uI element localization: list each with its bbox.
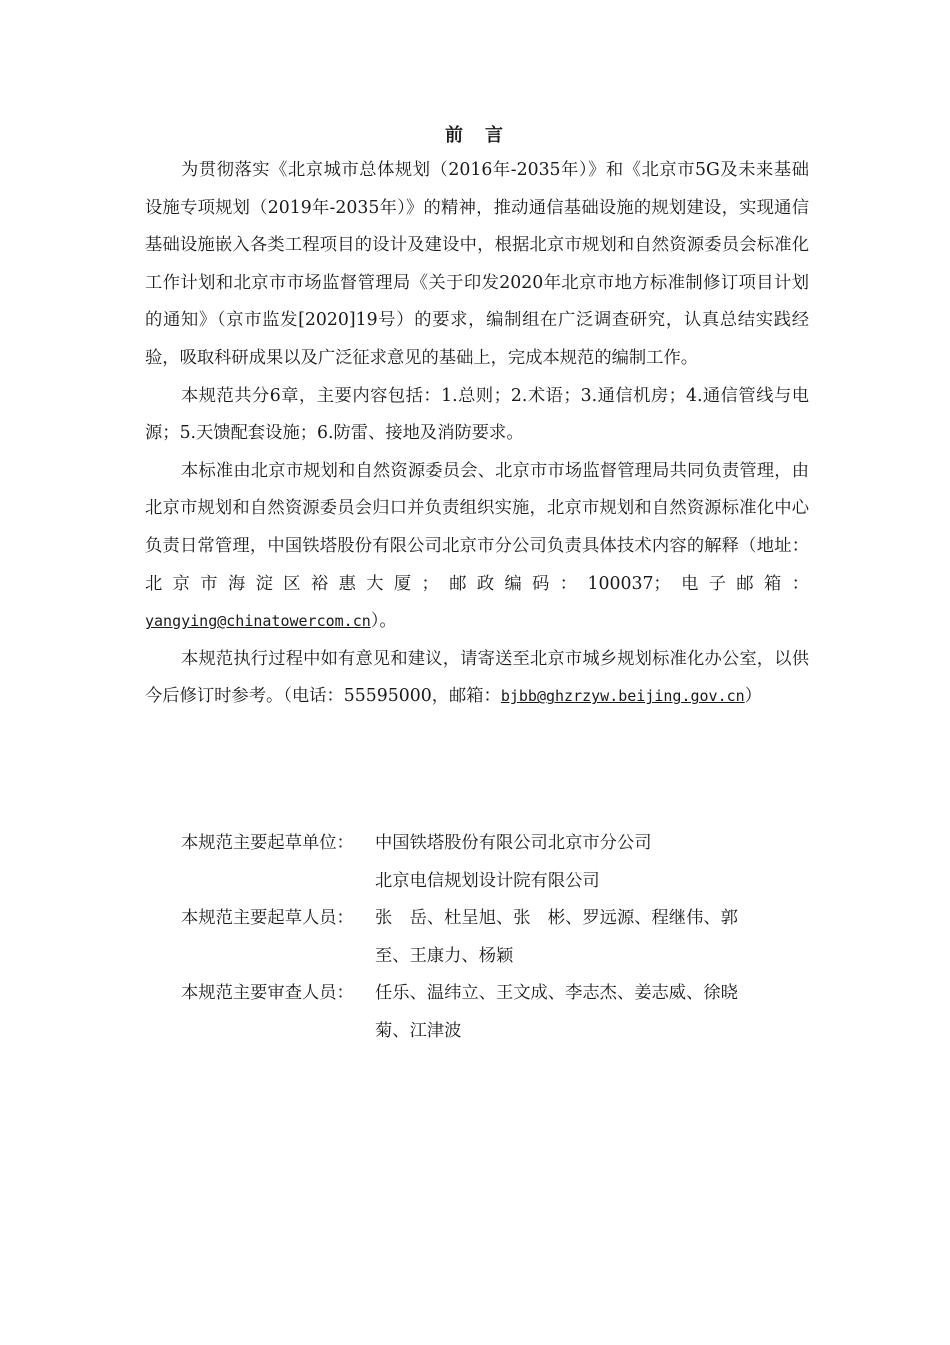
management-email-link[interactable]: yangying@chinatowercom.cn bbox=[145, 612, 371, 631]
credit-line: 菊、江津波 bbox=[375, 1020, 462, 1041]
credits-section bbox=[181, 825, 801, 1051]
credit-value bbox=[375, 900, 801, 975]
credit-line: 至、王康力、杨颖 bbox=[375, 945, 514, 966]
credit-line: 北京电信规划设计院有限公司 bbox=[375, 870, 600, 891]
page-title: 前 言 bbox=[445, 125, 505, 146]
feedback-email-link[interactable]: bjbb@ghzrzyw.beijing.gov.cn bbox=[500, 687, 745, 706]
credit-row-drafting-units bbox=[181, 825, 801, 900]
credit-label: 本规范主要起草单位： bbox=[181, 833, 354, 853]
credit-value bbox=[375, 825, 801, 900]
paragraph-purpose: 为贯彻落实《北京城市总体规划（2016年-2035年）》和《北京市5G及未来基础设施专项规划（2019年-2035年）》的精神，推动通信基础设施的规划建设，实现通信基础设施嵌入各类工程项目的设计及建设中，根据北京市规划和自然资源委员会标准化工作计划和北京市市场监督管理局《关于印发2020年北京市地方标准制修订项目计划的通知》（京市监发[2020]19号）的要求，编制组在广泛调查研究，认真总结实践经验，吸取科研成果以及广泛征求意见的基础上，完成本规范的编制工作。 bbox=[145, 160, 809, 368]
preface-body bbox=[145, 152, 809, 716]
feedback-suffix: ） bbox=[744, 686, 762, 707]
management-suffix: ）。 bbox=[370, 611, 397, 632]
feedback-text: 本规范执行过程中如有意见和建议，请寄送至北京市城乡规划标准化办公室，以供今后修订时参考。（电话：55595000，邮箱： bbox=[145, 648, 809, 707]
credit-line: 中国铁塔股份有限公司北京市分公司 bbox=[375, 833, 652, 853]
credit-row-reviewers bbox=[181, 975, 801, 1050]
management-text: 本标准由北京市规划和自然资源委员会、北京市市场监督管理局共同负责管理，由北京市规划和自然资源委员会归口并负责组织实施，北京市规划和自然资源标准化中心负责日常管理，中国铁塔股份有限公司北京市分公司负责具体技术内容的解释（地址：北京市海淀区裕惠大厦；邮政编码：100037；电子邮箱： bbox=[145, 460, 809, 594]
paragraph-contents: 本规范共分6章，主要内容包括：1.总则；2.术语；3.通信机房；4.通信管线与电源；5.天馈配套设施；6.防雷、接地及消防要求。 bbox=[145, 385, 809, 444]
paragraph-management bbox=[145, 453, 809, 641]
paragraph-feedback bbox=[145, 641, 809, 716]
credit-value bbox=[375, 975, 801, 1050]
credit-line: 张 岳、杜呈旭、张 彬、罗远源、程继伟、郭 bbox=[375, 908, 738, 929]
credit-row-drafters bbox=[181, 900, 801, 975]
credit-line: 任乐、温纬立、王文成、李志杰、姜志威、徐晓 bbox=[375, 983, 738, 1004]
credit-label: 本规范主要起草人员： bbox=[181, 908, 354, 929]
credit-label: 本规范主要审查人员： bbox=[181, 983, 354, 1004]
